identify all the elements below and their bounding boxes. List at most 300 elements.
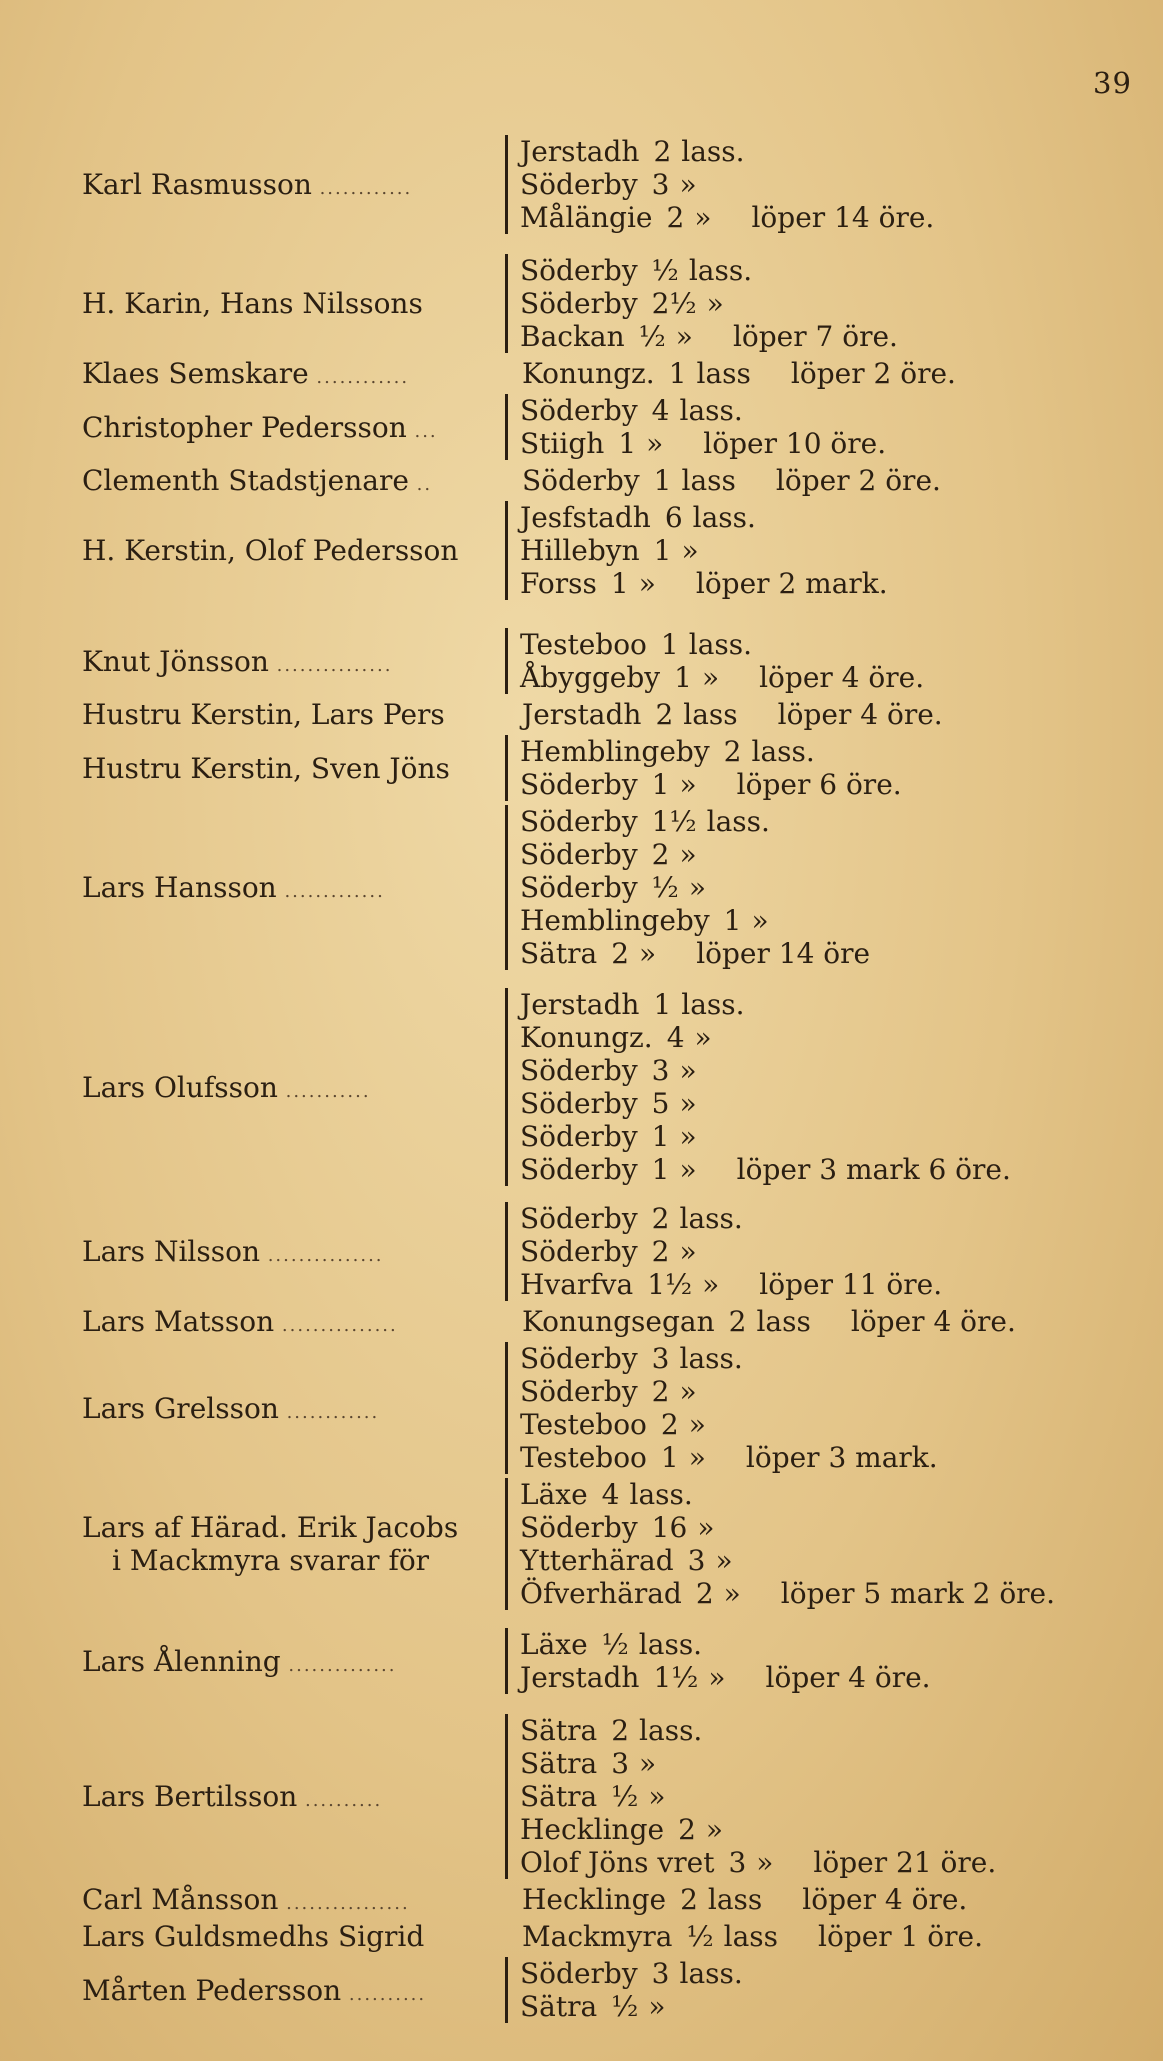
running-total: löper 4 öre. (765, 1661, 931, 1694)
ledger-entry (0, 1202, 1163, 1301)
ledger-entry (0, 1305, 1163, 1338)
quantity: 3 (651, 168, 670, 201)
quantity: 2 (611, 937, 630, 970)
ledger-row (520, 1021, 1011, 1054)
dot-leader: .............. (280, 1654, 397, 1676)
quantity: 1 (610, 567, 629, 600)
unit: » (715, 1544, 733, 1577)
place-name: Hillebyn (520, 534, 640, 567)
quantity: 5 (651, 1087, 670, 1120)
entry-name-text: Klaes Semskare (82, 357, 309, 390)
place-name: Söderby (520, 838, 638, 871)
entry-name-text: Lars Guldsmedhs Sigrid (82, 1920, 425, 1953)
ledger-entry (0, 1478, 1163, 1610)
quantity: 2 (695, 1577, 714, 1610)
running-total: löper 14 öre (696, 937, 871, 970)
quantity: 2 (723, 735, 742, 768)
ledger-row (520, 1375, 938, 1408)
unit: lass. (639, 1714, 703, 1747)
place-name: Olof Jöns vret (520, 1846, 715, 1879)
place-name: Jerstadh (520, 135, 640, 168)
unit: » (681, 534, 699, 567)
place-name: Backan (520, 320, 625, 353)
entry-name (82, 1920, 487, 1953)
quantity: 1½ (653, 1661, 699, 1694)
entry-name-text: Mårten Pedersson (82, 1973, 342, 2007)
entry-name (82, 752, 487, 785)
running-total: löper 21 öre. (813, 1846, 997, 1879)
quantity: 1 (651, 768, 670, 801)
ledger-row (520, 1714, 996, 1747)
dot-leader: .. (408, 474, 433, 495)
quantity: 2½ (651, 287, 697, 320)
place-name: Sätra (520, 1747, 598, 1780)
bracketed-item-list (505, 988, 1011, 1186)
entry-name (82, 1974, 487, 2011)
ledger-entry (0, 698, 1163, 731)
unit: lass (681, 464, 736, 497)
unit: lass. (679, 1957, 743, 1990)
dot-leader: ............ (311, 178, 413, 199)
quantity: 2 (651, 1375, 670, 1408)
ledger-row (520, 904, 870, 937)
entry-name (82, 1883, 487, 1920)
quantity: 2 (611, 1714, 630, 1747)
unit: » (688, 1408, 706, 1441)
dot-leader: ............ (308, 367, 410, 388)
ledger-row (520, 1511, 1055, 1544)
quantity: ½ (651, 871, 679, 904)
unit: » (679, 838, 697, 871)
ledger-row (520, 838, 870, 871)
ledger-entry (0, 254, 1163, 353)
quantity: 1 (723, 904, 742, 937)
place-name: Läxe (520, 1628, 588, 1661)
place-name: Söderby (520, 168, 638, 201)
unit: lass (723, 1920, 778, 1953)
unit: » (679, 1087, 697, 1120)
quantity: 16 (651, 1511, 688, 1544)
bracketed-item-list (505, 805, 870, 970)
entry-name (82, 464, 487, 501)
quantity: 3 (651, 1342, 670, 1375)
running-total: löper 4 öre. (802, 1883, 968, 1916)
unit: » (646, 427, 664, 460)
ledger-row (520, 661, 924, 694)
dot-leader: ............... (274, 1315, 398, 1336)
ledger-row (522, 1305, 1016, 1338)
entry-name (82, 357, 487, 394)
unit: » (706, 287, 724, 320)
unit: » (639, 1747, 657, 1780)
ledger-row (520, 1813, 996, 1846)
place-name: Söderby (520, 287, 638, 320)
ledger-entry (0, 135, 1163, 234)
unit: » (679, 1120, 697, 1153)
place-name: Sätra (520, 1990, 598, 2023)
entry-name (82, 411, 487, 448)
quantity: 2 (680, 1883, 698, 1916)
entry-name (82, 168, 487, 205)
running-total: löper 5 mark 2 öre. (780, 1577, 1056, 1610)
dot-leader: ............... (259, 1245, 384, 1266)
unit: » (708, 1661, 726, 1694)
running-total: löper 4 öre. (777, 698, 943, 731)
running-total: löper 3 mark 6 öre. (736, 1153, 1011, 1186)
quantity: 3 (687, 1544, 706, 1577)
place-name: Söderby (520, 1202, 638, 1235)
entry-name-text: H. Karin, Hans Nilssons (82, 287, 423, 320)
ledger-row (520, 871, 870, 904)
place-name: Testeboo (520, 1408, 647, 1441)
unit: lass. (688, 628, 753, 661)
place-name: Söderby (520, 1511, 638, 1544)
quantity: 3 (651, 1054, 670, 1087)
unit: » (648, 1780, 666, 1813)
bracketed-item-list (505, 1342, 938, 1474)
place-name: Målängie (520, 201, 653, 234)
ledger-entry (0, 501, 1163, 600)
ledger-entry (0, 1342, 1163, 1474)
ledger-row (520, 168, 934, 201)
ledger-row (520, 1577, 1055, 1610)
quantity: ½ (686, 1920, 714, 1953)
place-name: Läxe (520, 1478, 588, 1511)
ledger-entry (0, 988, 1163, 1186)
quantity: 2 (651, 1235, 670, 1268)
dot-leader: ... (406, 420, 438, 442)
place-name: Konungz. (522, 357, 655, 390)
quantity: 4 (666, 1021, 685, 1054)
ledger-row (520, 805, 870, 838)
entry-name (82, 1071, 487, 1108)
unit: » (638, 567, 656, 600)
ledger-entry (0, 464, 1163, 497)
place-name: Ytterhärad (520, 1544, 674, 1577)
ledger-row (522, 464, 941, 497)
quantity: 1½ (647, 1268, 693, 1301)
place-name: Öfverhärad (520, 1577, 682, 1610)
place-name: Söderby (520, 1087, 638, 1120)
unit: » (705, 1813, 724, 1846)
ledger-row (522, 357, 956, 390)
place-name: Hemblingeby (520, 904, 710, 937)
entry-name-text: Karl Rasmusson (82, 168, 312, 201)
bracketed-item-list (505, 1957, 743, 2023)
ledger-entry (0, 805, 1163, 970)
place-name: Hecklinge (522, 1883, 667, 1916)
ledger-row (520, 1544, 1055, 1577)
quantity: 1 (660, 628, 679, 661)
unit: » (694, 1021, 712, 1054)
place-name: Söderby (520, 1054, 638, 1087)
unit: lass (756, 1305, 811, 1338)
ledger-row (520, 1846, 996, 1879)
bracketed-item-list (505, 1628, 931, 1694)
running-total: löper 4 öre. (850, 1305, 1016, 1338)
entry-name-text: Hustru Kerstin, Sven Jöns (82, 751, 450, 785)
ledger-entry (0, 1883, 1163, 1916)
entry-name (82, 1392, 487, 1429)
place-name: Söderby (520, 805, 638, 838)
running-total: löper 10 öre. (703, 427, 887, 460)
place-name: Söderby (520, 871, 638, 904)
quantity: 2 (666, 201, 685, 234)
ledger-entry (0, 357, 1163, 390)
ledger-entry (0, 1957, 1163, 2023)
ledger-entry (0, 1920, 1163, 1953)
unit: lass. (688, 254, 753, 287)
entry-name-text: Lars Grelsson (82, 1391, 279, 1425)
ledger-row (520, 254, 898, 287)
ledger-entry (0, 394, 1163, 460)
entry-name-text: H. Kerstin, Olof Pedersson (82, 534, 459, 567)
entry-name-text: Hustru Kerstin, Lars Pers (82, 698, 445, 731)
quantity: 1 (651, 1120, 670, 1153)
ledger-row (520, 1087, 1011, 1120)
entry-name-text: Christopher Pedersson (82, 410, 407, 444)
quantity: 3 (651, 1957, 670, 1990)
entry-name (82, 534, 487, 567)
quantity: 3 (611, 1747, 630, 1780)
place-name: Söderby (520, 1235, 638, 1268)
quantity: ½ (611, 1780, 639, 1813)
ledger-row (520, 1628, 931, 1661)
ledger-row (520, 287, 898, 320)
entry-name-text: Lars af Härad. Erik Jacobs (82, 1511, 459, 1544)
place-name: Söderby (522, 464, 640, 497)
ledger-row (520, 1153, 1011, 1186)
quantity: 1 (651, 1153, 670, 1186)
unit: lass. (679, 1202, 743, 1235)
place-name: Söderby (520, 254, 638, 287)
running-total: löper 3 mark. (745, 1441, 938, 1474)
unit: » (639, 937, 657, 970)
unit: lass. (751, 735, 815, 768)
unit: » (679, 1054, 697, 1087)
bracketed-item-list (505, 501, 888, 600)
place-name: Hvarfva (520, 1268, 634, 1301)
place-name: Söderby (520, 1957, 638, 1990)
running-total: löper 7 öre. (732, 320, 898, 353)
unit: » (751, 904, 769, 937)
place-name: Söderby (520, 1375, 638, 1408)
quantity: 2 (678, 1813, 696, 1846)
place-name: Sätra (520, 1780, 598, 1813)
unit: » (723, 1577, 741, 1610)
place-name: Konungsegan (522, 1305, 715, 1338)
dot-leader: ............. (276, 881, 385, 902)
unit: » (694, 201, 712, 234)
running-total: löper 11 öre. (759, 1268, 943, 1301)
place-name: Forss (520, 567, 597, 600)
dot-leader: .......... (341, 1983, 427, 2005)
entry-name-text: Clementh Stadstjenare (82, 464, 409, 497)
ledger-row (520, 1120, 1011, 1153)
ledger-row (520, 1661, 931, 1694)
entry-name (82, 1235, 487, 1272)
quantity: 2 (651, 1202, 670, 1235)
quantity: 2 (728, 1305, 747, 1338)
unit: lass. (629, 1478, 693, 1511)
place-name: Söderby (520, 768, 638, 801)
ledger-row (520, 1478, 1055, 1511)
ledger-row (522, 1920, 983, 1953)
place-name: Jerstadh (520, 1661, 640, 1694)
ledger-row (520, 567, 888, 600)
ledger-row (520, 1054, 1011, 1087)
place-name: Jesfstadh (520, 501, 651, 534)
unit: » (688, 1441, 706, 1474)
ledger-row (520, 1342, 938, 1375)
quantity: 1 (653, 988, 672, 1021)
ledger-row (520, 1235, 942, 1268)
quantity: 1½ (651, 805, 697, 838)
unit: lass (696, 357, 751, 390)
quantity: 2 (651, 838, 670, 871)
entry-name-continuation: i Mackmyra svarar för (112, 1544, 430, 1577)
ledger-row (520, 135, 934, 168)
place-name: Jerstadh (522, 698, 642, 731)
item-list (507, 357, 956, 390)
running-total: löper 2 mark. (695, 567, 888, 600)
entry-name-text: Lars Bertilsson (82, 1780, 298, 1813)
item-list (507, 1305, 1016, 1338)
quantity: 1 (653, 464, 672, 497)
entry-name (82, 698, 487, 731)
ledger-row (520, 1441, 938, 1474)
ledger-row (520, 628, 924, 661)
unit: » (702, 1268, 720, 1301)
ledger-row (520, 768, 902, 801)
quantity: 2 (653, 135, 672, 168)
entry-name (82, 1780, 487, 1817)
quantity: 1 (653, 534, 672, 567)
item-list (507, 1920, 983, 1953)
place-name: Hecklinge (520, 1813, 665, 1846)
bracketed-item-list (505, 135, 934, 234)
item-list (507, 1883, 967, 1916)
ledger-entry (0, 735, 1163, 801)
entry-name-text: Lars Olufsson (82, 1070, 278, 1104)
ledger-row (520, 501, 888, 534)
unit: » (679, 1375, 697, 1408)
item-list (507, 464, 941, 497)
unit: lass. (679, 1342, 743, 1375)
place-name: Söderby (520, 1120, 638, 1153)
ledger-row (520, 988, 1011, 1021)
place-name: Söderby (520, 394, 638, 427)
ledger-row (520, 1990, 743, 2023)
unit: » (701, 661, 720, 694)
bracketed-item-list (505, 1202, 942, 1301)
ledger-entry (0, 628, 1163, 694)
entry-name-text: Lars Ålenning (82, 1644, 281, 1678)
dot-leader: ............... (268, 654, 393, 676)
ledger-row (520, 427, 886, 460)
running-total: löper 1 öre. (818, 1920, 984, 1953)
page-number: 39 (1093, 66, 1132, 100)
unit: lass (683, 698, 738, 731)
unit: » (756, 1846, 774, 1879)
ledger-row (520, 201, 934, 234)
quantity: 3 (728, 1846, 747, 1879)
ledger-row (520, 534, 888, 567)
running-total: löper 6 öre. (736, 768, 902, 801)
unit: lass. (706, 805, 770, 838)
unit: » (688, 871, 706, 904)
entry-name-text: Lars Hansson (82, 871, 277, 904)
bracketed-item-list (505, 254, 898, 353)
quantity: 1 (660, 1441, 679, 1474)
place-name: Mackmyra (522, 1920, 673, 1953)
place-name: Jerstadh (520, 988, 640, 1021)
entry-name (82, 287, 487, 320)
entry-name (82, 1305, 487, 1342)
place-name: Åbyggeby (520, 661, 661, 694)
place-name: Söderby (520, 1153, 638, 1186)
running-total: löper 2 öre. (790, 357, 956, 390)
quantity: 1 (668, 357, 687, 390)
unit: » (679, 1153, 697, 1186)
ledger-row (520, 937, 870, 970)
unit: lass (707, 1883, 763, 1916)
entry-name-text: Knut Jönsson (82, 644, 269, 678)
unit: » (679, 168, 697, 201)
entry-name (82, 645, 487, 682)
entry-name (82, 1645, 487, 1682)
entry-name-text: Lars Nilsson (82, 1235, 260, 1268)
ledger-row (520, 1747, 996, 1780)
ledger-row (520, 320, 898, 353)
place-name: Stiigh (520, 427, 605, 460)
ledger-row (520, 735, 902, 768)
bracketed-item-list (505, 628, 924, 694)
bracketed-item-list (505, 394, 886, 460)
unit: » (679, 1235, 697, 1268)
unit: lass. (681, 988, 745, 1021)
ledger-entry (0, 1628, 1163, 1694)
unit: » (675, 320, 693, 353)
ledger-row (520, 1408, 938, 1441)
place-name: Testeboo (520, 1441, 647, 1474)
running-total: löper 14 öre. (751, 201, 935, 234)
ledger-row (520, 1780, 996, 1813)
unit: » (648, 1990, 666, 2023)
dot-leader: ................ (278, 1893, 410, 1914)
bracketed-item-list (505, 1478, 1055, 1610)
quantity: 1 (674, 661, 692, 694)
quantity: 4 (651, 394, 670, 427)
place-name: Sätra (520, 1714, 598, 1747)
ledger-row (522, 1883, 967, 1916)
ledger-row (520, 1957, 743, 1990)
unit: lass. (692, 501, 756, 534)
entry-name (82, 1511, 487, 1577)
ledger-row (520, 1268, 942, 1301)
place-name: Sätra (520, 937, 598, 970)
quantity: ½ (611, 1990, 639, 2023)
unit: lass. (681, 135, 745, 168)
ledger-row (522, 698, 943, 731)
unit: » (697, 1511, 715, 1544)
unit: lass. (679, 394, 743, 427)
entry-name-text: Lars Matsson (82, 1305, 275, 1338)
running-total: löper 4 öre. (759, 661, 925, 694)
place-name: Testeboo (520, 628, 647, 661)
bracketed-item-list (505, 1714, 996, 1879)
place-name: Konungz. (520, 1021, 653, 1054)
